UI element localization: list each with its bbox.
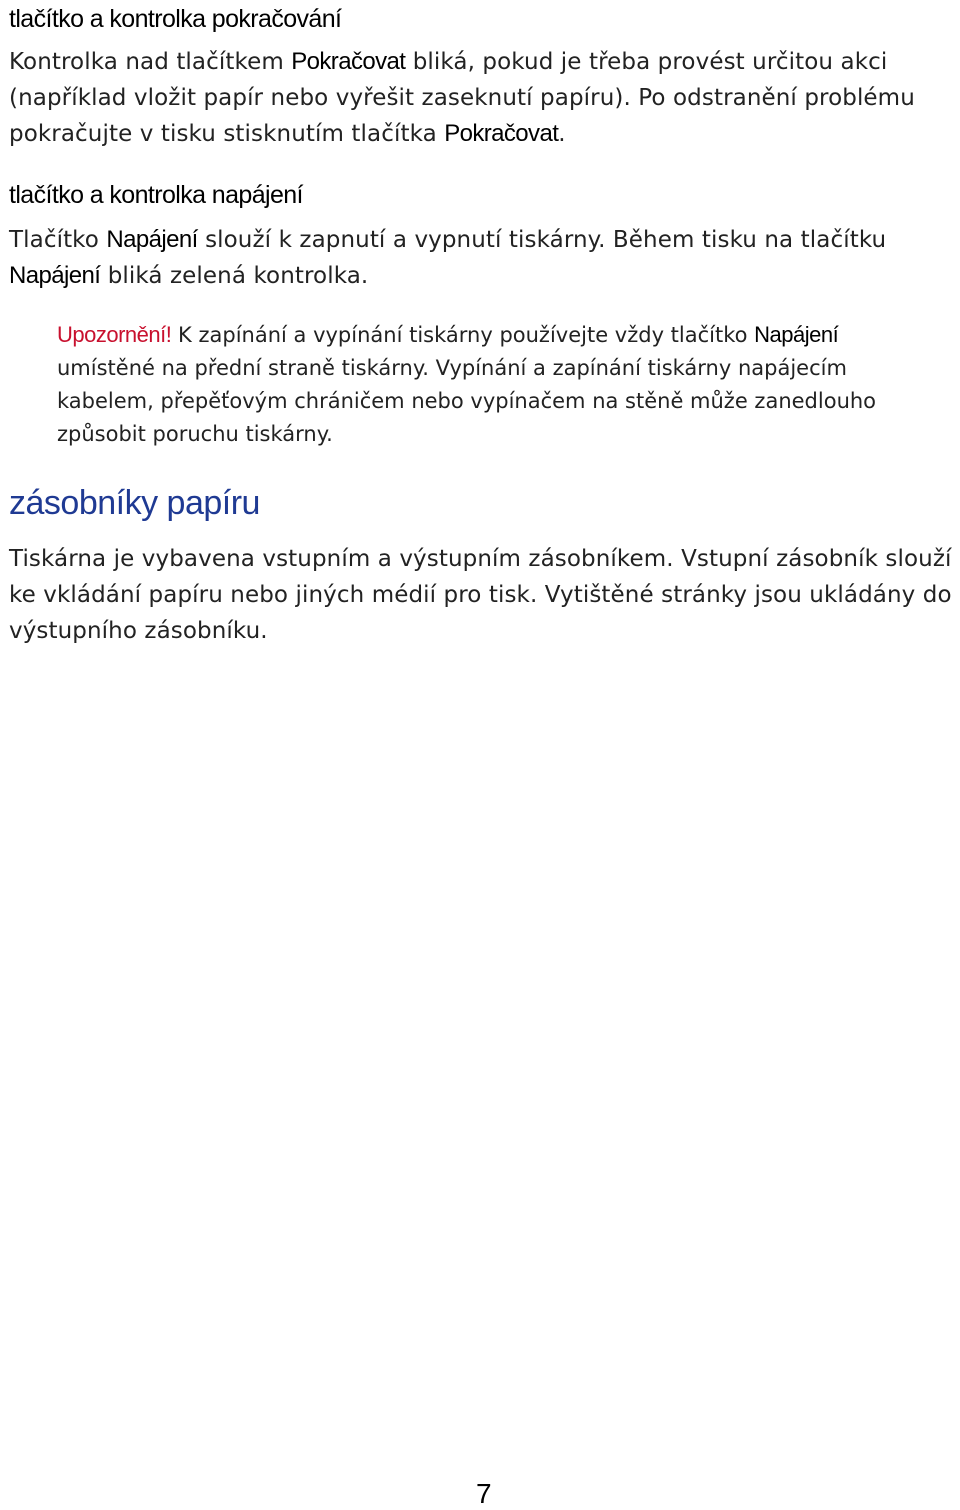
warning-keyword: Napájení (754, 322, 839, 347)
resume-keyword-2: Pokračovat (444, 120, 559, 147)
paper-trays-paragraph: Tiskárna je vybavena vstupním a výstupním zásobníkem. Vstupní zásobník slouží ke vkládání papíru nebo jiných médií pro tisk. Vytištěné stránky jsou ukládány do výstupního zásobníku. (9, 546, 952, 644)
resume-text-3: . (558, 121, 566, 147)
paper-trays-title: zásobníky papíru (9, 484, 260, 522)
page-number: 7 (476, 1478, 492, 1509)
warning-text-1: K zapínání a vypínání tiskárny používejte vždy tlačítko (171, 323, 755, 347)
power-keyword-2: Napájení (9, 262, 101, 289)
resume-button-heading: tlačítko a kontrolka pokračování (9, 5, 342, 33)
power-text-3: bliká zelená kontrolka. (100, 263, 369, 289)
power-text-2: slouží k zapnutí a vypnutí tiskárny. Během tisku na tlačítku (197, 227, 887, 253)
warning-label: Upozornění! (57, 322, 172, 347)
power-keyword: Napájení (106, 226, 198, 253)
warning-text-2: umístěné na přední straně tiskárny. Vypínání a zapínání tiskárny napájecím kabelem, přepěťovým chráničem nebo vypínačem na stěně může zanedlouho způsobit poruchu tiskárny. (57, 356, 877, 446)
power-text-1: Tlačítko (9, 227, 107, 253)
power-button-paragraph (9, 222, 954, 294)
resume-text-2: bliká, pokud je třeba provést určitou akci (například vložit papír nebo vyřešit zaseknutí papíru). Po odstranění problému pokračujte v tisku stisknutím tlačítka (9, 49, 915, 147)
resume-text-1: Kontrolka nad tlačítkem (9, 49, 292, 75)
power-button-heading: tlačítko a kontrolka napájení (9, 181, 303, 209)
resume-button-paragraph (9, 44, 954, 152)
resume-keyword: Pokračovat (291, 48, 406, 75)
warning-note (57, 318, 937, 451)
